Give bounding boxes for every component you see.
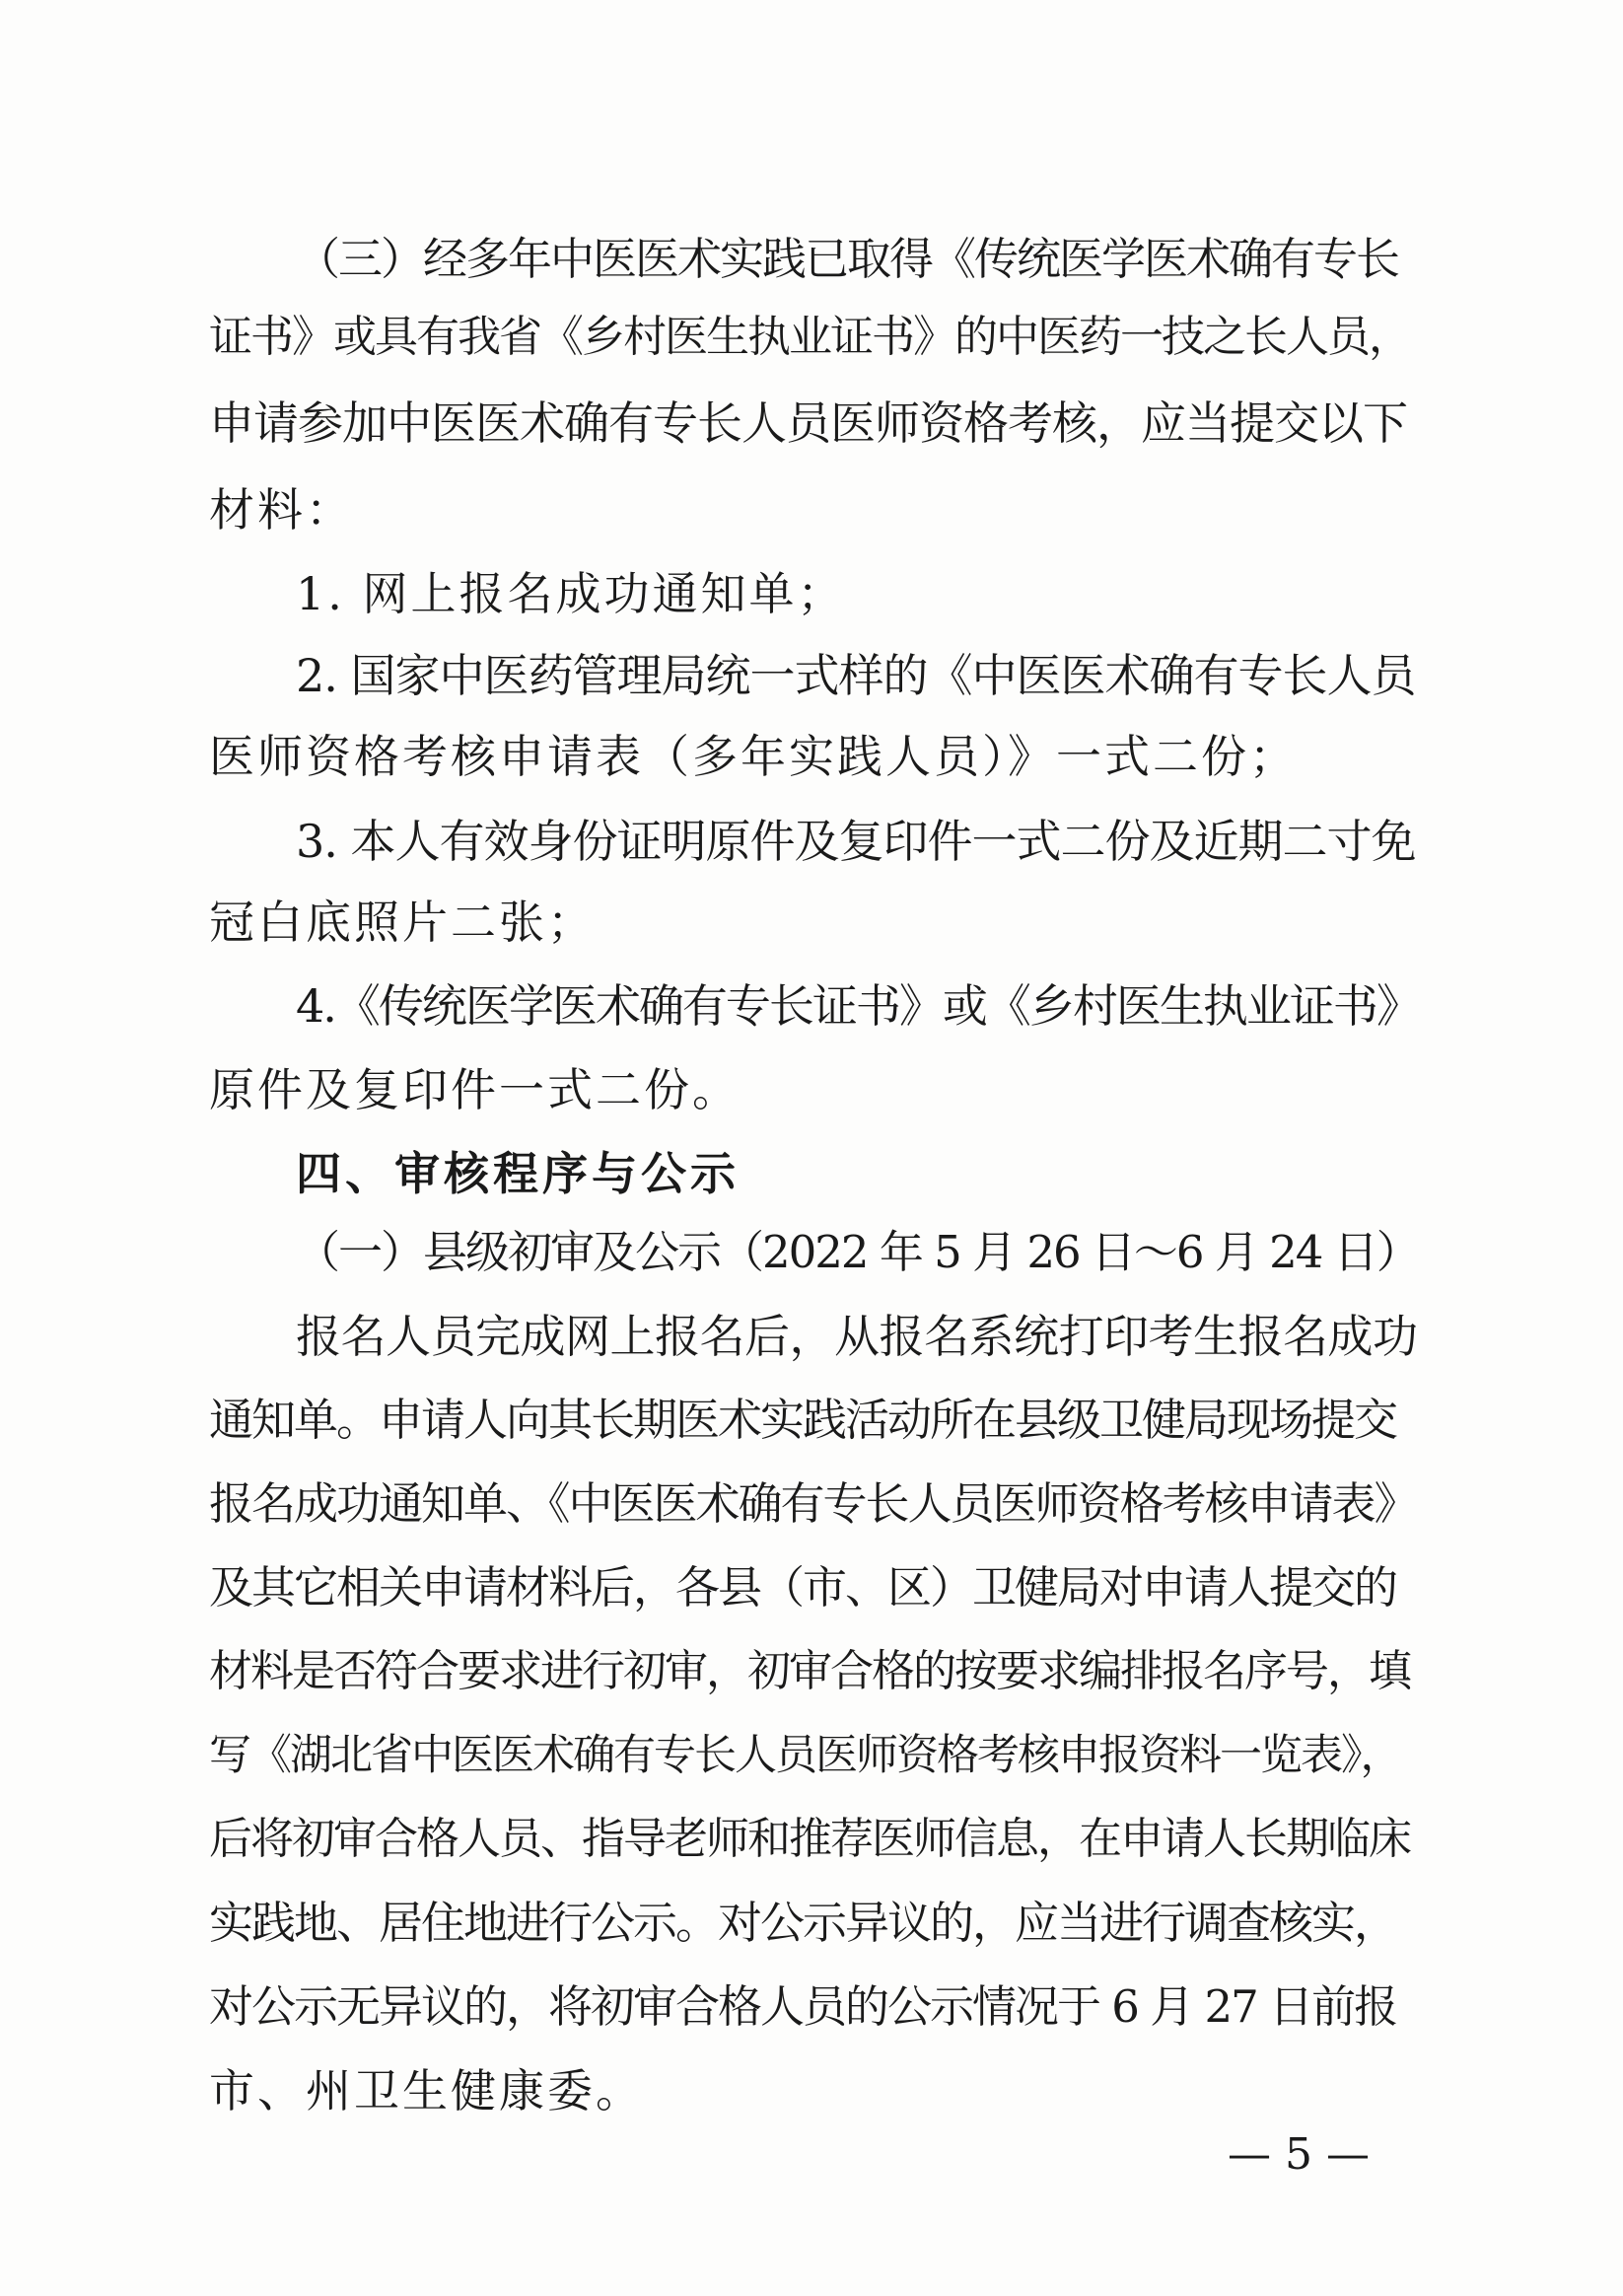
text-line-2: 证书》或具有我省《乡村医生执业证书》的中医药一技之长人员， — [209, 312, 1410, 362]
text-line-19: 写《湖北省中医医术确有专长人员医师资格考核申报资料一览表》， — [209, 1731, 1401, 1780]
section-heading: 四、审核程序与公示 — [296, 1147, 740, 1200]
text-line-7: 医师资格考核申请表（多年实践人员）》一式二份； — [209, 730, 1298, 783]
text-line-6: 2. 国家中医药管理局统一式样的《中医医术确有专长人员 — [296, 649, 1416, 702]
text-line-20: 后将初审合格人员、指导老师和推荐医师信息，在申请人长期临床 — [209, 1814, 1410, 1864]
text-line-9: 冠白底照片二张； — [209, 896, 596, 949]
subsection-heading: （一）县级初审及公示（2022 年 5 月 26 日～6 月 24 日） — [296, 1226, 1419, 1278]
text-line-21: 实践地、居住地进行公示。对公示异议的，应当进行调查核实， — [209, 1897, 1397, 1949]
text-line-11: 原件及复印件一式二份。 — [209, 1063, 741, 1116]
text-line-15: 通知单。申请人向其长期医术实践活动所在县级卫健局现场提交 — [209, 1394, 1397, 1446]
text-line-17: 及其它相关申请材料后，各县（市、区）卫健局对申请人提交的 — [209, 1561, 1397, 1614]
text-line-22: 对公示无异议的，将初审合格人员的公示情况于 6 月 27 日前报 — [209, 1980, 1397, 2033]
text-line-1: （三）经多年中医医术实践已取得《传统医学医术确有专长 — [296, 233, 1399, 285]
text-line-10: 4.《传统医学医术确有专长证书》或《乡村医生执业证书》 — [296, 979, 1420, 1033]
text-line-3: 申请参加中医医术确有专长人员医师资格考核，应当提交以下 — [209, 396, 1407, 450]
text-line-5: 1. 网上报名成功通知单； — [296, 567, 846, 620]
text-line-14: 报名人员完成网上报名后，从报名系统打印考生报名成功 — [296, 1310, 1418, 1363]
text-line-8: 3. 本人有效身份证明原件及复印件一式二份及近期二寸免 — [296, 815, 1416, 868]
text-line-18: 材料是否符合要求进行初审，初审合格的按要求编排报名序号，填 — [209, 1646, 1410, 1696]
text-line-4: 材料： — [209, 483, 354, 537]
page-number: — 5 — — [1228, 2129, 1370, 2180]
text-line-16: 报名成功通知单、《中医医术确有专长人员医师资格考核申请表》 — [209, 1477, 1417, 1530]
text-line-23: 市、州卫生健康委。 — [209, 2064, 644, 2117]
